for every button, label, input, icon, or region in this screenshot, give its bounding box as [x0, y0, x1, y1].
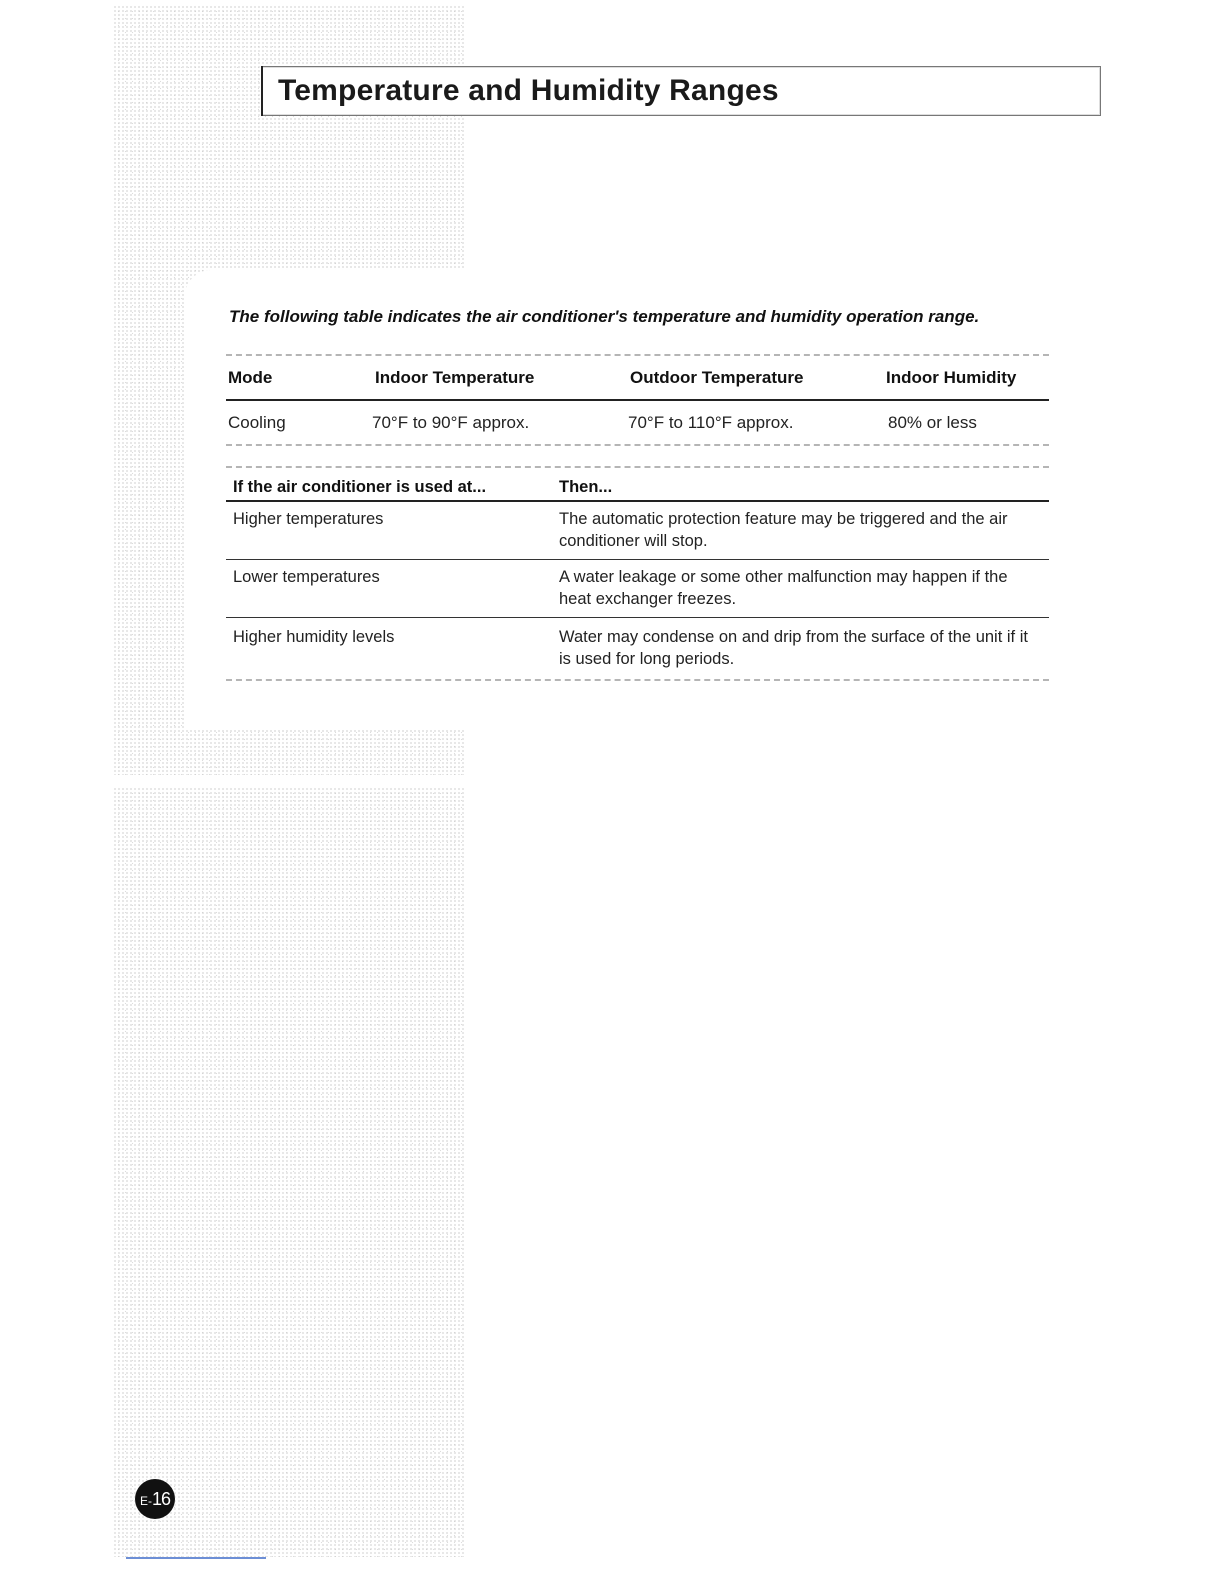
- condition-table: [226, 466, 1049, 681]
- header-condition: If the air conditioner is used at...: [233, 478, 487, 496]
- page-prefix: E-: [139, 1494, 152, 1508]
- table-header-row: [226, 468, 1049, 500]
- table-row: [226, 560, 1049, 617]
- cell-indoor-temperature: 70°F to 90°F approx.: [372, 413, 530, 432]
- table-divider: [226, 679, 1049, 681]
- page-number: 16: [151, 1489, 171, 1509]
- range-table: [226, 354, 1049, 446]
- table-row: [226, 502, 1049, 559]
- cell-indoor-humidity: 80% or less: [888, 413, 977, 432]
- cell-mode: Cooling: [228, 413, 286, 432]
- cell-result: Water may condense on and drip from the surface of the unit if it is used for long periods.: [559, 628, 1028, 668]
- dotted-background-bottom: [113, 787, 465, 1557]
- header-result: Then...: [559, 478, 613, 496]
- cell-condition: Higher temperatures: [233, 510, 384, 528]
- intro-text: The following table indicates the air conditioner's temperature and humidity operation range.: [229, 307, 980, 326]
- header-indoor-humidity: Indoor Humidity: [886, 368, 1017, 387]
- header-outdoor-temperature: Outdoor Temperature: [630, 368, 804, 387]
- cell-condition: Higher humidity levels: [233, 628, 395, 646]
- cell-result: A water leakage or some other malfunction may happen if the heat exchanger freezes.: [559, 568, 1008, 608]
- page-number-badge: [135, 1479, 175, 1519]
- title-box: [261, 66, 1101, 116]
- table-row: [226, 618, 1049, 679]
- cell-outdoor-temperature: 70°F to 110°F approx.: [628, 413, 794, 432]
- header-indoor-temperature: Indoor Temperature: [375, 368, 535, 387]
- header-mode: Mode: [228, 368, 273, 387]
- table-header-row: [226, 356, 1049, 399]
- page-title: Temperature and Humidity Ranges: [278, 74, 779, 107]
- cell-result: The automatic protection feature may be triggered and the air conditioner will stop.: [559, 510, 1008, 550]
- cell-condition: Lower temperatures: [233, 568, 380, 586]
- bottom-link-line: [126, 1557, 266, 1559]
- table-row: [226, 401, 1049, 444]
- table-divider: [226, 444, 1049, 446]
